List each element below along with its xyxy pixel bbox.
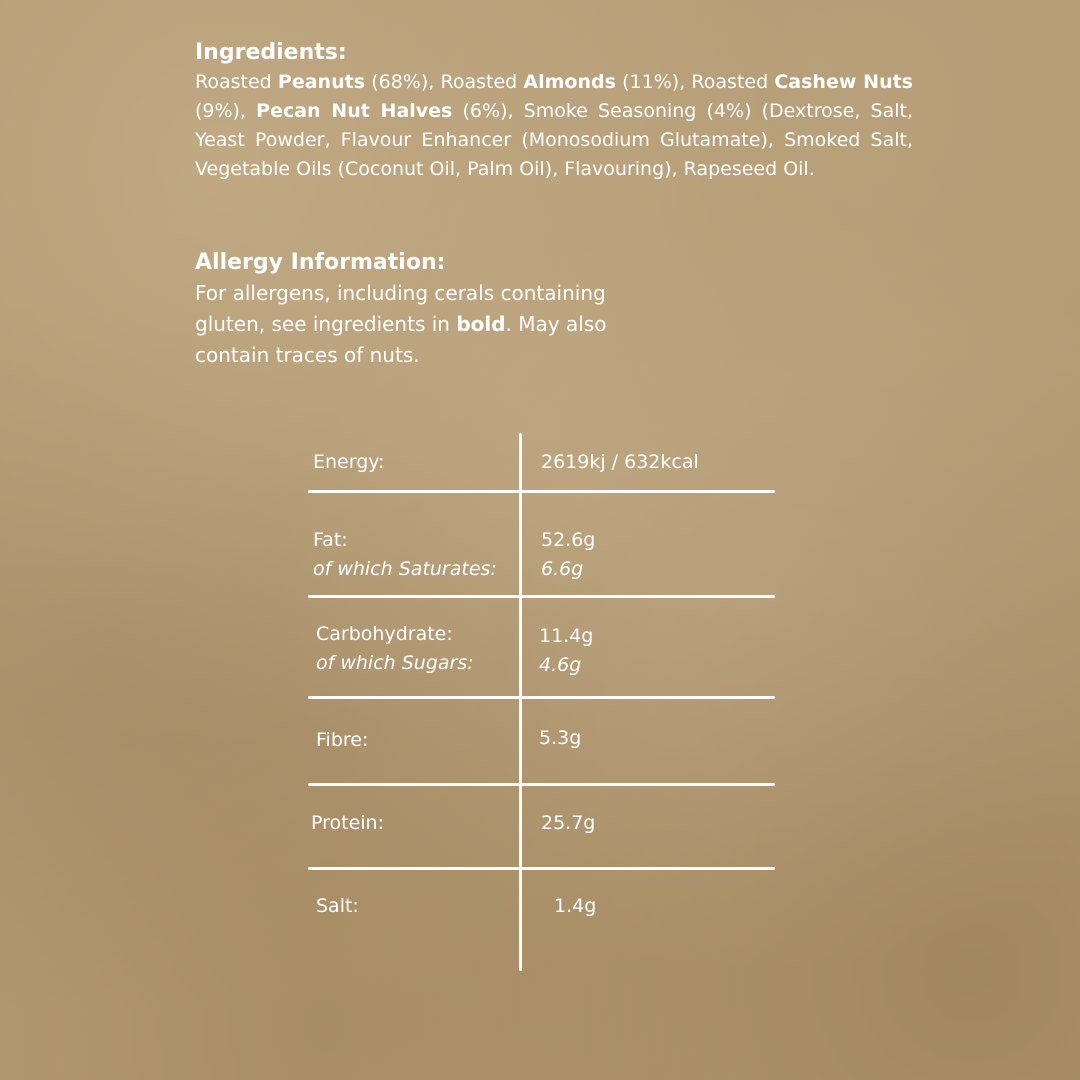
table-row-divider [308,595,775,598]
table-row-divider [308,783,775,786]
carbohydrate-value-cell [539,622,593,680]
bold-allergen: Almonds [523,71,616,93]
energy-value: 2619kj / 632kcal [541,451,699,473]
bold-allergen: bold [456,312,506,336]
table-row-divider [308,867,775,870]
allergy-heading: Allergy Information: [195,250,446,275]
fat-label: Fat: [313,529,348,551]
bold-allergen: Cashew Nuts [774,71,913,93]
salt-label: Salt: [316,895,359,917]
ingredients-text: Roasted Peanuts (68%), Roasted Almonds (11%), Roasted Cashew Nuts (9%), Pecan Nut Halves (6%), Smoke Seasoning (4%) (Dextrose, Salt, Yeast Powder, Flavour Enhancer (Monosodium Glutamate), Smoked Salt, Vegetable Oils (Coconut Oil, Palm Oil), Flavouring), Rapeseed Oil. [195,71,913,180]
fibre-value: 5.3g [539,727,582,749]
table-row-divider [308,490,775,493]
carbohydrate-label-cell [316,620,474,678]
fat-label-cell [313,526,497,584]
protein-label: Protein: [311,812,385,834]
saturates-value: 6.6g [541,558,584,580]
sugars-value: 4.6g [539,654,582,676]
fat-value-cell [541,526,595,584]
bold-allergen: Pecan Nut Halves [256,100,453,122]
table-row-divider [308,696,775,699]
energy-label: Energy: [313,451,385,473]
allergy-text: For allergens, including cerals containing gluten, see ingredients in bold. May also contain traces of nuts. [195,281,607,367]
carbohydrate-label: Carbohydrate: [316,623,453,645]
fibre-label: Fibre: [316,729,369,751]
bold-allergen: Peanuts [277,71,365,93]
salt-value: 1.4g [554,895,597,917]
saturates-label: of which Saturates: [313,558,497,580]
fat-value: 52.6g [541,529,596,551]
ingredients-heading: Ingredients: [195,40,347,65]
sugars-label: of which Sugars: [316,652,474,674]
table-column-divider [519,433,522,971]
protein-value: 25.7g [541,812,596,834]
carbohydrate-value: 11.4g [539,625,594,647]
